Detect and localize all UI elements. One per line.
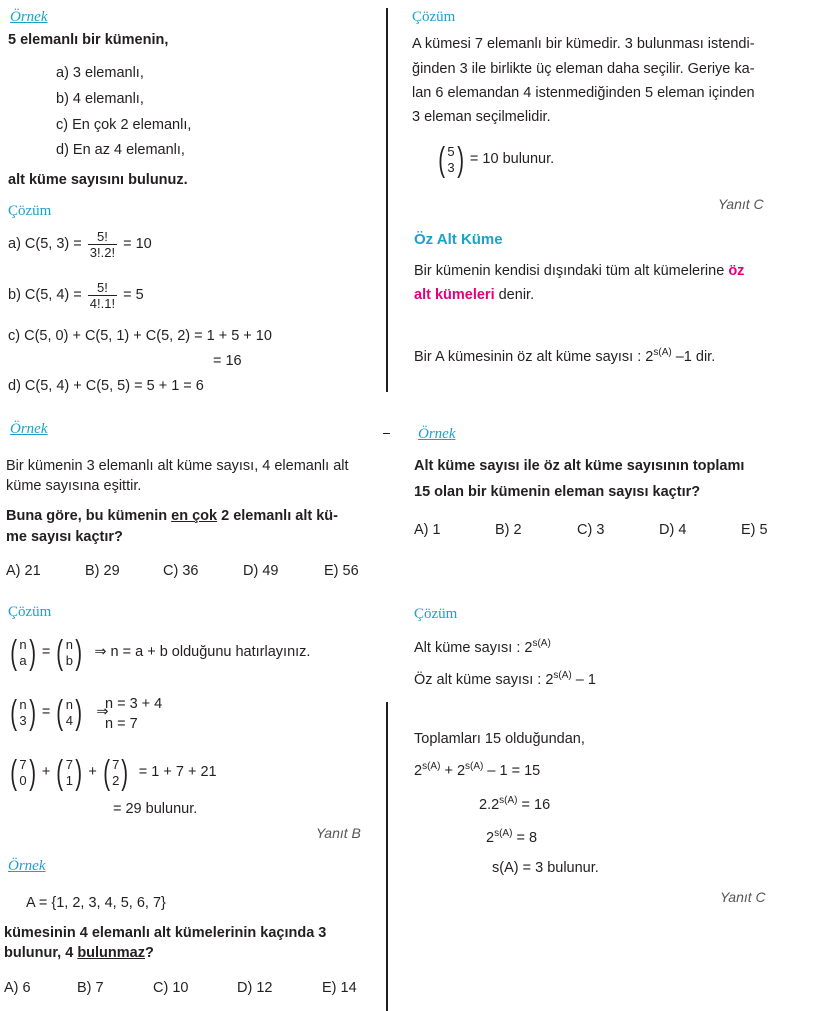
choice-e: E) 5 bbox=[741, 522, 768, 538]
solution-a bbox=[8, 229, 152, 260]
column-divider-top bbox=[386, 8, 388, 392]
fraction-numerator: 5! bbox=[88, 280, 117, 296]
exponent: s(A) bbox=[422, 761, 441, 773]
choice-c: C) 36 bbox=[163, 563, 199, 579]
highlighted-term: alt kümeleri bbox=[414, 287, 495, 303]
choice-d: D) 12 bbox=[237, 980, 273, 996]
oz-alt-kume-sayisi bbox=[414, 672, 596, 689]
solution-b-result: = 5 bbox=[123, 286, 144, 303]
identity-text: ⇒ n = a + b olduğunu hatırlayınız. bbox=[94, 644, 311, 661]
choice-a: A) 6 bbox=[4, 980, 31, 996]
sum-text: = 1 + 7 + 21 bbox=[138, 764, 217, 781]
option-a: a) 3 elemanlı, bbox=[56, 65, 144, 81]
example-label: Örnek bbox=[10, 421, 48, 437]
fraction-denominator: 3!.2! bbox=[89, 245, 116, 260]
formula-text: = 16 bbox=[517, 797, 551, 813]
equation-3 bbox=[486, 830, 537, 847]
question-text: bulunur, 4 bbox=[4, 945, 78, 961]
solution-a-result: = 10 bbox=[123, 235, 152, 252]
formula-text: 2 bbox=[486, 830, 495, 846]
highlighted-term: öz bbox=[728, 263, 745, 279]
definition-line2 bbox=[414, 287, 534, 304]
option-b: b) 4 elemanlı, bbox=[56, 91, 144, 107]
choice-b: B) 2 bbox=[495, 522, 522, 538]
formula-text: 2.2 bbox=[479, 797, 500, 813]
formula-text: –1 dir. bbox=[671, 349, 716, 365]
fraction bbox=[88, 229, 117, 260]
formula-text: Alt küme sayısı : 2 bbox=[414, 640, 533, 656]
equals: = bbox=[41, 704, 51, 721]
formula-text: + 2 bbox=[440, 763, 466, 779]
question-text: ? bbox=[144, 945, 154, 961]
example-question: 5 elemanlı bir kümenin, bbox=[8, 32, 169, 48]
column-divider-bottom bbox=[386, 702, 388, 1011]
example-ask: alt küme sayısını bulunuz. bbox=[8, 172, 188, 188]
exponent: s(A) bbox=[499, 795, 518, 807]
section-heading: Öz Alt Küme bbox=[414, 231, 503, 248]
question-text: 2 elemanlı alt kü- bbox=[217, 508, 338, 524]
solution-text-line3: lan 6 elemandan 4 istenmediğinden 5 eleman içinden bbox=[412, 85, 755, 101]
n-line1: n = 3 + 4 bbox=[105, 696, 163, 712]
choice-d: D) 49 bbox=[243, 563, 279, 579]
choice-d: D) 4 bbox=[659, 522, 687, 538]
question-underlined: en çok bbox=[171, 508, 218, 524]
solution-b bbox=[8, 280, 144, 311]
n-line2: n = 7 bbox=[105, 716, 138, 732]
exponent: s(A) bbox=[494, 828, 513, 840]
exponent: s(A) bbox=[532, 638, 551, 650]
question-text: Buna göre, bu kümenin bbox=[6, 508, 172, 524]
implies-arrow: ⇒ bbox=[96, 704, 109, 721]
example-label: Örnek bbox=[8, 858, 46, 874]
binomial-n-row bbox=[8, 696, 109, 730]
example-question-line1: kümesinin 4 elemanlı alt kümelerinin kaçında 3 bbox=[4, 925, 327, 941]
fraction-denominator: 4!.1! bbox=[89, 296, 116, 311]
solution-b-prefix: b) C(5, 4) = bbox=[8, 286, 82, 303]
example-question-line2 bbox=[4, 945, 154, 962]
exponent: s(A) bbox=[653, 347, 672, 359]
example-text-line2: küme sayısına eşittir. bbox=[6, 478, 142, 494]
formula-text: – 1 bbox=[571, 672, 596, 688]
example-question-line1: Alt küme sayısı ile öz alt küme sayısının toplamı bbox=[414, 458, 745, 474]
set-definition: A = {1, 2, 3, 4, 5, 6, 7} bbox=[26, 895, 166, 911]
binomial: ( 7 2 ) bbox=[103, 754, 129, 792]
exponent: s(A) bbox=[553, 670, 572, 682]
example-text-line1: Bir kümenin 3 elemanlı alt küme sayısı, 4 elemanlı alt bbox=[6, 458, 349, 474]
solution-label: Çözüm bbox=[8, 604, 52, 620]
choice-a: A) 21 bbox=[6, 563, 41, 579]
definition-text: denir. bbox=[494, 287, 535, 303]
solution-c-line2: = 16 bbox=[213, 353, 242, 369]
binomial: ( n a ) bbox=[10, 634, 36, 672]
plus: + bbox=[41, 764, 51, 781]
choice-a: A) 1 bbox=[414, 522, 441, 538]
formula-line bbox=[414, 349, 715, 366]
choice-c: C) 3 bbox=[577, 522, 605, 538]
definition-line1 bbox=[414, 263, 744, 280]
formula-text: – 1 = 15 bbox=[483, 763, 541, 779]
solution-label: Çözüm bbox=[412, 9, 456, 25]
answer-label: Yanıt C bbox=[718, 196, 764, 212]
sum-statement: Toplamları 15 olduğundan, bbox=[414, 731, 585, 747]
binomial: ( 7 0 ) bbox=[10, 754, 36, 792]
question-underlined: bulunmaz bbox=[77, 945, 145, 961]
final-result: s(A) = 3 bulunur. bbox=[492, 860, 599, 876]
option-d: d) En az 4 elemanlı, bbox=[56, 142, 185, 158]
solution-text-line2: ğinden 3 ile birlikte üç eleman daha seçilir. Geriye ka- bbox=[412, 61, 755, 77]
equals: = bbox=[41, 644, 51, 661]
example-label: Örnek bbox=[418, 426, 456, 442]
solution-c-line1: c) C(5, 0) + C(5, 1) + C(5, 2) = 1 + 5 + 10 bbox=[8, 328, 272, 344]
plus: + bbox=[88, 764, 97, 781]
equation-2 bbox=[479, 797, 550, 814]
binomial-result: = 10 bulunur. bbox=[469, 151, 555, 168]
sum-result: = 29 bulunur. bbox=[113, 801, 198, 817]
answer-label: Yanıt B bbox=[316, 825, 361, 841]
solution-d-line: d) C(5, 4) + C(5, 5) = 5 + 1 = 6 bbox=[8, 378, 204, 394]
alt-kume-sayisi bbox=[414, 640, 551, 657]
binomial: ( 5 3 ) bbox=[438, 141, 464, 179]
choice-e: E) 14 bbox=[322, 980, 357, 996]
formula-text: = 8 bbox=[512, 830, 538, 846]
equation-1 bbox=[414, 763, 540, 780]
choice-c: C) 10 bbox=[153, 980, 189, 996]
definition-text: Bir kümenin kendisi dışındaki tüm alt kümelerine bbox=[414, 263, 729, 279]
binomial: ( 7 1 ) bbox=[56, 754, 83, 792]
choice-e: E) 56 bbox=[324, 563, 359, 579]
binomial-sum-row bbox=[8, 756, 217, 790]
option-c: c) En çok 2 elemanlı, bbox=[56, 117, 192, 133]
binomial: ( n b ) bbox=[56, 634, 83, 672]
dash-mark bbox=[383, 433, 390, 434]
formula-text: Öz alt küme sayısı : 2 bbox=[414, 672, 554, 688]
solution-text-line1: A kümesi 7 elemanlı bir kümedir. 3 bulunması istendi- bbox=[412, 36, 755, 52]
example-label: Örnek bbox=[10, 9, 48, 25]
example-question-line2: me sayısı kaçtır? bbox=[6, 529, 123, 545]
solution-label: Çözüm bbox=[8, 203, 52, 219]
fraction-numerator: 5! bbox=[88, 229, 117, 245]
formula-text: 2 bbox=[414, 763, 423, 779]
binomial-identity-row bbox=[8, 636, 310, 670]
binomial: ( n 3 ) bbox=[10, 694, 36, 732]
choice-b: B) 29 bbox=[85, 563, 120, 579]
exponent: s(A) bbox=[465, 761, 484, 773]
binomial: ( n 4 ) bbox=[56, 694, 83, 732]
fraction bbox=[88, 280, 117, 311]
example-question-line1 bbox=[6, 508, 338, 525]
formula-text: Bir A kümesinin öz alt küme sayısı : 2 bbox=[414, 349, 654, 365]
solution-text-line4: 3 eleman seçilmelidir. bbox=[412, 109, 551, 125]
solution-a-prefix: a) C(5, 3) = bbox=[8, 235, 82, 252]
choice-b: B) 7 bbox=[77, 980, 104, 996]
binomial-result-row bbox=[436, 143, 554, 177]
answer-label: Yanıt C bbox=[720, 889, 766, 905]
solution-label: Çözüm bbox=[414, 606, 458, 622]
example-question-line2: 15 olan bir kümenin eleman sayısı kaçtır? bbox=[414, 484, 701, 500]
